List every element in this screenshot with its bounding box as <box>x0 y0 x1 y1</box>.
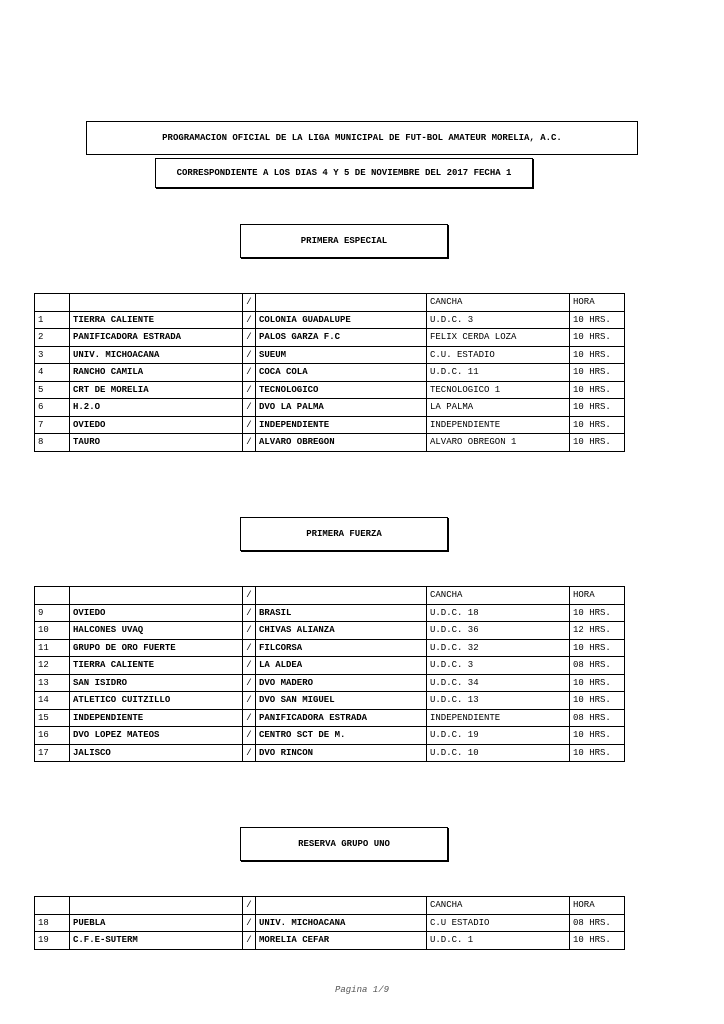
cell-cancha: ALVARO OBREGON 1 <box>427 434 570 452</box>
cell-sep: / <box>243 311 256 329</box>
cell-hora: 10 HRS. <box>570 932 625 950</box>
cell-num: 9 <box>35 604 70 622</box>
table-row <box>35 346 625 364</box>
table-row <box>35 399 625 417</box>
cell-hora: 10 HRS. <box>570 329 625 347</box>
cell-home: H.2.O <box>70 399 243 417</box>
cell-num: 5 <box>35 381 70 399</box>
cell-num: 11 <box>35 639 70 657</box>
cell-sep: / <box>243 674 256 692</box>
cell-cancha: C.U ESTADIO <box>427 914 570 932</box>
table-row <box>35 674 625 692</box>
cell-away: COLONIA GUADALUPE <box>256 311 427 329</box>
cell-num: 6 <box>35 399 70 417</box>
table-row <box>35 311 625 329</box>
header-away <box>256 587 427 605</box>
header-hora: HORA <box>570 294 625 312</box>
cell-hora: 10 HRS. <box>570 674 625 692</box>
cell-cancha: TECNOLOGICO 1 <box>427 381 570 399</box>
cell-away: MORELIA CEFAR <box>256 932 427 950</box>
header-home <box>70 294 243 312</box>
cell-num: 8 <box>35 434 70 452</box>
section-title-primera-fuerza: PRIMERA FUERZA <box>240 517 448 551</box>
cell-home: RANCHO CAMILA <box>70 364 243 382</box>
cell-cancha: U.D.C. 19 <box>427 727 570 745</box>
cell-home: OVIEDO <box>70 416 243 434</box>
cell-num: 16 <box>35 727 70 745</box>
cell-sep: / <box>243 381 256 399</box>
cell-sep: / <box>243 914 256 932</box>
table-row <box>35 622 625 640</box>
cell-num: 7 <box>35 416 70 434</box>
cell-hora: 10 HRS. <box>570 364 625 382</box>
cell-num: 17 <box>35 744 70 762</box>
cell-away: CENTRO SCT DE M. <box>256 727 427 745</box>
cell-away: DVO RINCON <box>256 744 427 762</box>
cell-away: SUEUM <box>256 346 427 364</box>
cell-sep: / <box>243 399 256 417</box>
table-row <box>35 639 625 657</box>
table-row <box>35 381 625 399</box>
cell-away: FILCORSA <box>256 639 427 657</box>
cell-cancha: U.D.C. 11 <box>427 364 570 382</box>
cell-sep: / <box>243 692 256 710</box>
cell-num: 14 <box>35 692 70 710</box>
cell-cancha: U.D.C. 13 <box>427 692 570 710</box>
table-row <box>35 416 625 434</box>
cell-sep: / <box>243 604 256 622</box>
section-title-primera-especial: PRIMERA ESPECIAL <box>240 224 448 258</box>
cell-away: COCA COLA <box>256 364 427 382</box>
table-row <box>35 604 625 622</box>
schedule-table-primera-fuerza <box>34 586 625 762</box>
cell-home: DVO LOPEZ MATEOS <box>70 727 243 745</box>
header-home <box>70 587 243 605</box>
cell-away: PANIFICADORA ESTRADA <box>256 709 427 727</box>
table-row <box>35 692 625 710</box>
cell-home: SAN ISIDRO <box>70 674 243 692</box>
cell-num: 12 <box>35 657 70 675</box>
cell-away: DVO MADERO <box>256 674 427 692</box>
cell-sep: / <box>243 434 256 452</box>
table-header-row <box>35 587 625 605</box>
header-away <box>256 897 427 915</box>
cell-away: UNIV. MICHOACANA <box>256 914 427 932</box>
cell-hora: 10 HRS. <box>570 744 625 762</box>
table-header-row <box>35 897 625 915</box>
cell-hora: 10 HRS. <box>570 727 625 745</box>
cell-cancha: U.D.C. 3 <box>427 311 570 329</box>
cell-home: ATLETICO CUITZILLO <box>70 692 243 710</box>
header-cancha: CANCHA <box>427 897 570 915</box>
cell-cancha: U.D.C. 1 <box>427 932 570 950</box>
cell-num: 13 <box>35 674 70 692</box>
cell-cancha: U.D.C. 32 <box>427 639 570 657</box>
cell-cancha: U.D.C. 36 <box>427 622 570 640</box>
cell-away: TECNOLOGICO <box>256 381 427 399</box>
cell-sep: / <box>243 657 256 675</box>
header-sep: / <box>243 897 256 915</box>
cell-home: C.F.E-SUTERM <box>70 932 243 950</box>
cell-cancha: INDEPENDIENTE <box>427 416 570 434</box>
cell-num: 19 <box>35 932 70 950</box>
header-hora: HORA <box>570 897 625 915</box>
table-row <box>35 657 625 675</box>
cell-hora: 10 HRS. <box>570 639 625 657</box>
page-number: Pagina 1/9 <box>334 985 389 995</box>
cell-away: INDEPENDIENTE <box>256 416 427 434</box>
cell-home: TAURO <box>70 434 243 452</box>
cell-sep: / <box>243 346 256 364</box>
cell-num: 3 <box>35 346 70 364</box>
table-header-row <box>35 294 625 312</box>
cell-sep: / <box>243 932 256 950</box>
cell-cancha: U.D.C. 3 <box>427 657 570 675</box>
cell-away: LA ALDEA <box>256 657 427 675</box>
header-num <box>35 294 70 312</box>
cell-hora: 08 HRS. <box>570 657 625 675</box>
cell-cancha: C.U. ESTADIO <box>427 346 570 364</box>
header-cancha: CANCHA <box>427 294 570 312</box>
table-row <box>35 434 625 452</box>
cell-home: PUEBLA <box>70 914 243 932</box>
table-row <box>35 744 625 762</box>
cell-num: 1 <box>35 311 70 329</box>
header-num <box>35 897 70 915</box>
cell-hora: 10 HRS. <box>570 434 625 452</box>
cell-cancha: INDEPENDIENTE <box>427 709 570 727</box>
cell-num: 18 <box>35 914 70 932</box>
cell-home: GRUPO DE ORO FUERTE <box>70 639 243 657</box>
cell-cancha: U.D.C. 18 <box>427 604 570 622</box>
cell-hora: 10 HRS. <box>570 604 625 622</box>
cell-hora: 08 HRS. <box>570 709 625 727</box>
header-sep: / <box>243 587 256 605</box>
cell-num: 2 <box>35 329 70 347</box>
cell-num: 10 <box>35 622 70 640</box>
page-title: PROGRAMACION OFICIAL DE LA LIGA MUNICIPAL DE FUT-BOL AMATEUR MORELIA, A.C. <box>86 121 638 155</box>
cell-sep: / <box>243 727 256 745</box>
cell-home: TIERRA CALIENTE <box>70 657 243 675</box>
cell-hora: 10 HRS. <box>570 416 625 434</box>
cell-cancha: U.D.C. 10 <box>427 744 570 762</box>
cell-hora: 10 HRS. <box>570 381 625 399</box>
cell-sep: / <box>243 329 256 347</box>
cell-sep: / <box>243 416 256 434</box>
cell-away: PALOS GARZA F.C <box>256 329 427 347</box>
cell-cancha: LA PALMA <box>427 399 570 417</box>
table-row <box>35 364 625 382</box>
cell-sep: / <box>243 622 256 640</box>
cell-home: JALISCO <box>70 744 243 762</box>
cell-sep: / <box>243 744 256 762</box>
header-home <box>70 897 243 915</box>
cell-home: OVIEDO <box>70 604 243 622</box>
cell-away: BRASIL <box>256 604 427 622</box>
table-row <box>35 727 625 745</box>
page-subtitle: CORRESPONDIENTE A LOS DIAS 4 Y 5 DE NOVIEMBRE DEL 2017 FECHA 1 <box>155 158 533 188</box>
table-row <box>35 709 625 727</box>
header-hora: HORA <box>570 587 625 605</box>
cell-hora: 08 HRS. <box>570 914 625 932</box>
cell-sep: / <box>243 639 256 657</box>
cell-hora: 10 HRS. <box>570 692 625 710</box>
table-row <box>35 329 625 347</box>
section-title-reserva-grupo-uno: RESERVA GRUPO UNO <box>240 827 448 861</box>
table-row <box>35 932 625 950</box>
cell-home: UNIV. MICHOACANA <box>70 346 243 364</box>
cell-cancha: FELIX CERDA LOZA <box>427 329 570 347</box>
cell-num: 4 <box>35 364 70 382</box>
table-row <box>35 914 625 932</box>
cell-away: DVO SAN MIGUEL <box>256 692 427 710</box>
cell-away: CHIVAS ALIANZA <box>256 622 427 640</box>
header-num <box>35 587 70 605</box>
header-sep: / <box>243 294 256 312</box>
cell-hora: 10 HRS. <box>570 399 625 417</box>
header-away <box>256 294 427 312</box>
cell-home: HALCONES UVAQ <box>70 622 243 640</box>
cell-num: 15 <box>35 709 70 727</box>
cell-home: INDEPENDIENTE <box>70 709 243 727</box>
cell-hora: 10 HRS. <box>570 346 625 364</box>
cell-sep: / <box>243 364 256 382</box>
cell-sep: / <box>243 709 256 727</box>
cell-home: PANIFICADORA ESTRADA <box>70 329 243 347</box>
schedule-table-primera-especial <box>34 293 625 452</box>
cell-home: TIERRA CALIENTE <box>70 311 243 329</box>
cell-home: CRT DE MORELIA <box>70 381 243 399</box>
header-cancha: CANCHA <box>427 587 570 605</box>
cell-hora: 12 HRS. <box>570 622 625 640</box>
schedule-table-reserva-grupo-uno <box>34 896 625 950</box>
cell-cancha: U.D.C. 34 <box>427 674 570 692</box>
cell-away: DVO LA PALMA <box>256 399 427 417</box>
cell-hora: 10 HRS. <box>570 311 625 329</box>
cell-away: ALVARO OBREGON <box>256 434 427 452</box>
